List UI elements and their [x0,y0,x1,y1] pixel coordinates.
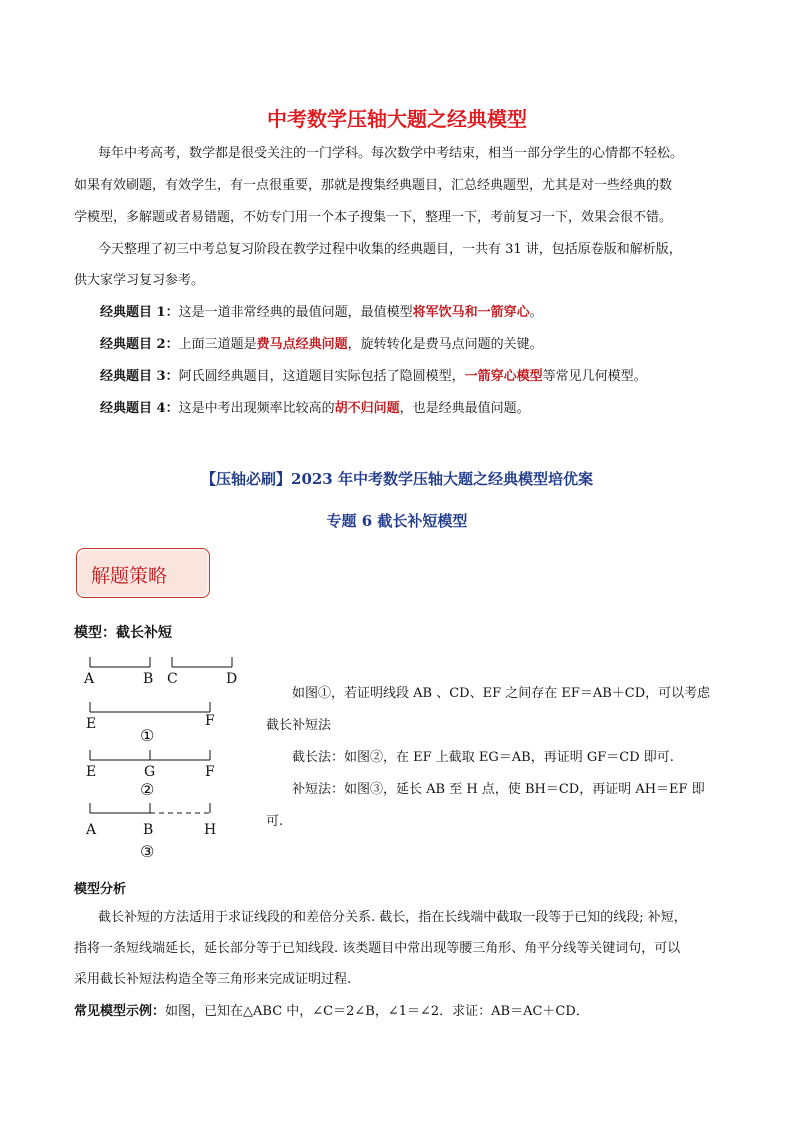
intro-line: 学模型，多解题或者易错题，不妨专门用一个本子搜集一下，整理一下，考前复习一下，效果会很不错。 [74,210,673,225]
classic-highlight: 将军饮马和一箭穿心 [412,305,530,320]
point-label: A [84,671,95,687]
example-label: 常见模型示例： [74,1004,166,1019]
intro-line: 供大家学习复习参考。 [74,273,205,288]
classic-text: 这是中考出现频率比较高的 [178,401,335,416]
classic-text: 阿氏圆经典题目，这道题目实际包括了隐圆模型， [178,369,465,384]
intro-line: 今天整理了初三中考总复习阶段在教学过程中收集的经典题目，一共有 31 讲，包括原卷版和解析版， [98,242,682,257]
classic-text: 等常见几何模型。 [542,369,647,384]
model-title: 模型：截长补短 [74,625,172,641]
classic-label: 经典题目 2： [100,337,179,352]
classic-text: 这是一道非常经典的最值问题，最值模型 [178,305,413,320]
classic-text: ，也是经典最值问题。 [399,401,530,416]
figure-number-3: ③ [140,842,155,861]
classic-highlight: 一箭穿心模型 [464,369,543,384]
classic-text: 。 [529,305,543,320]
segment-diagram [80,650,250,820]
point-label: F [205,713,215,729]
point-label: G [144,764,156,780]
explain-line: 截长补短法 [266,718,332,733]
point-label: E [86,764,97,780]
classic-item [100,305,543,321]
point-label: D [226,671,238,687]
point-label: C [167,671,178,687]
classic-label: 经典题目 1： [100,305,179,320]
classic-item [100,337,543,353]
strategy-label: 解题策略 [91,565,168,587]
classic-item [100,401,530,417]
analysis-line: 截长补短的方法适用于求证线段的和差倍分关系. 截长，指在长线端中截取一段等于已知的线段; 补短， [98,910,687,925]
classic-text: 上面三道题是 [178,337,257,352]
figure-number-1: ① [140,726,155,745]
series-title: 【压轴必刷】2023 年中考数学压轴大题之经典模型培优案 [201,470,593,488]
analysis-heading: 模型分析 [74,882,127,897]
intro-line: 每年中考高考，数学都是很受关注的一门学科。每次数学中考结束，相当一部分学生的心情都不轻松。 [98,146,684,161]
intro-line: 如果有效刷题，有效学生，有一点很重要，那就是搜集经典题目，汇总经典题型，尤其是对一些经典的数 [74,178,673,193]
point-label: H [204,822,217,838]
example-text: 如图，已知在△ABC 中，∠C＝2∠B，∠1＝∠2．求证：AB＝AC＋CD． [165,1004,589,1019]
classic-highlight: 费马点经典问题 [256,337,348,352]
point-label: E [86,716,97,732]
classic-highlight: 胡不归问题 [334,401,400,416]
point-label: F [205,764,215,780]
classic-label: 经典题目 4： [100,401,179,416]
explain-line: 截长法：如图②，在 EF 上截取 EG＝AB，再证明 GF＝CD 即可. [292,750,674,765]
classic-text: ，旋转转化是费马点问题的关键。 [347,337,543,352]
classic-item [100,369,647,385]
explain-line: 如图①，若证明线段 AB 、CD、EF 之间存在 EF＝AB＋CD，可以考虑 [292,686,711,701]
point-label: A [86,822,97,838]
explain-line: 补短法：如图③，延长 AB 至 H 点，使 BH＝CD，再证明 AH＝EF 即 [292,782,705,797]
classic-label: 经典题目 3： [100,369,179,384]
example-line [74,1004,589,1020]
page-title: 中考数学压轴大题之经典模型 [267,107,527,131]
topic-title: 专题 6 截长补短模型 [326,512,468,530]
point-label: B [143,671,154,687]
analysis-line: 采用截长补短法构造全等三角形来完成证明过程. [74,972,352,987]
explain-line: 可. [266,814,284,829]
strategy-box [76,548,210,598]
point-label: B [143,822,154,838]
figure-number-2: ② [140,780,155,799]
analysis-line: 指将一条短线端延长，延长部分等于已知线段. 该类题目中常出现等腰三角形、角平分线等关键词句，可以 [74,941,681,956]
